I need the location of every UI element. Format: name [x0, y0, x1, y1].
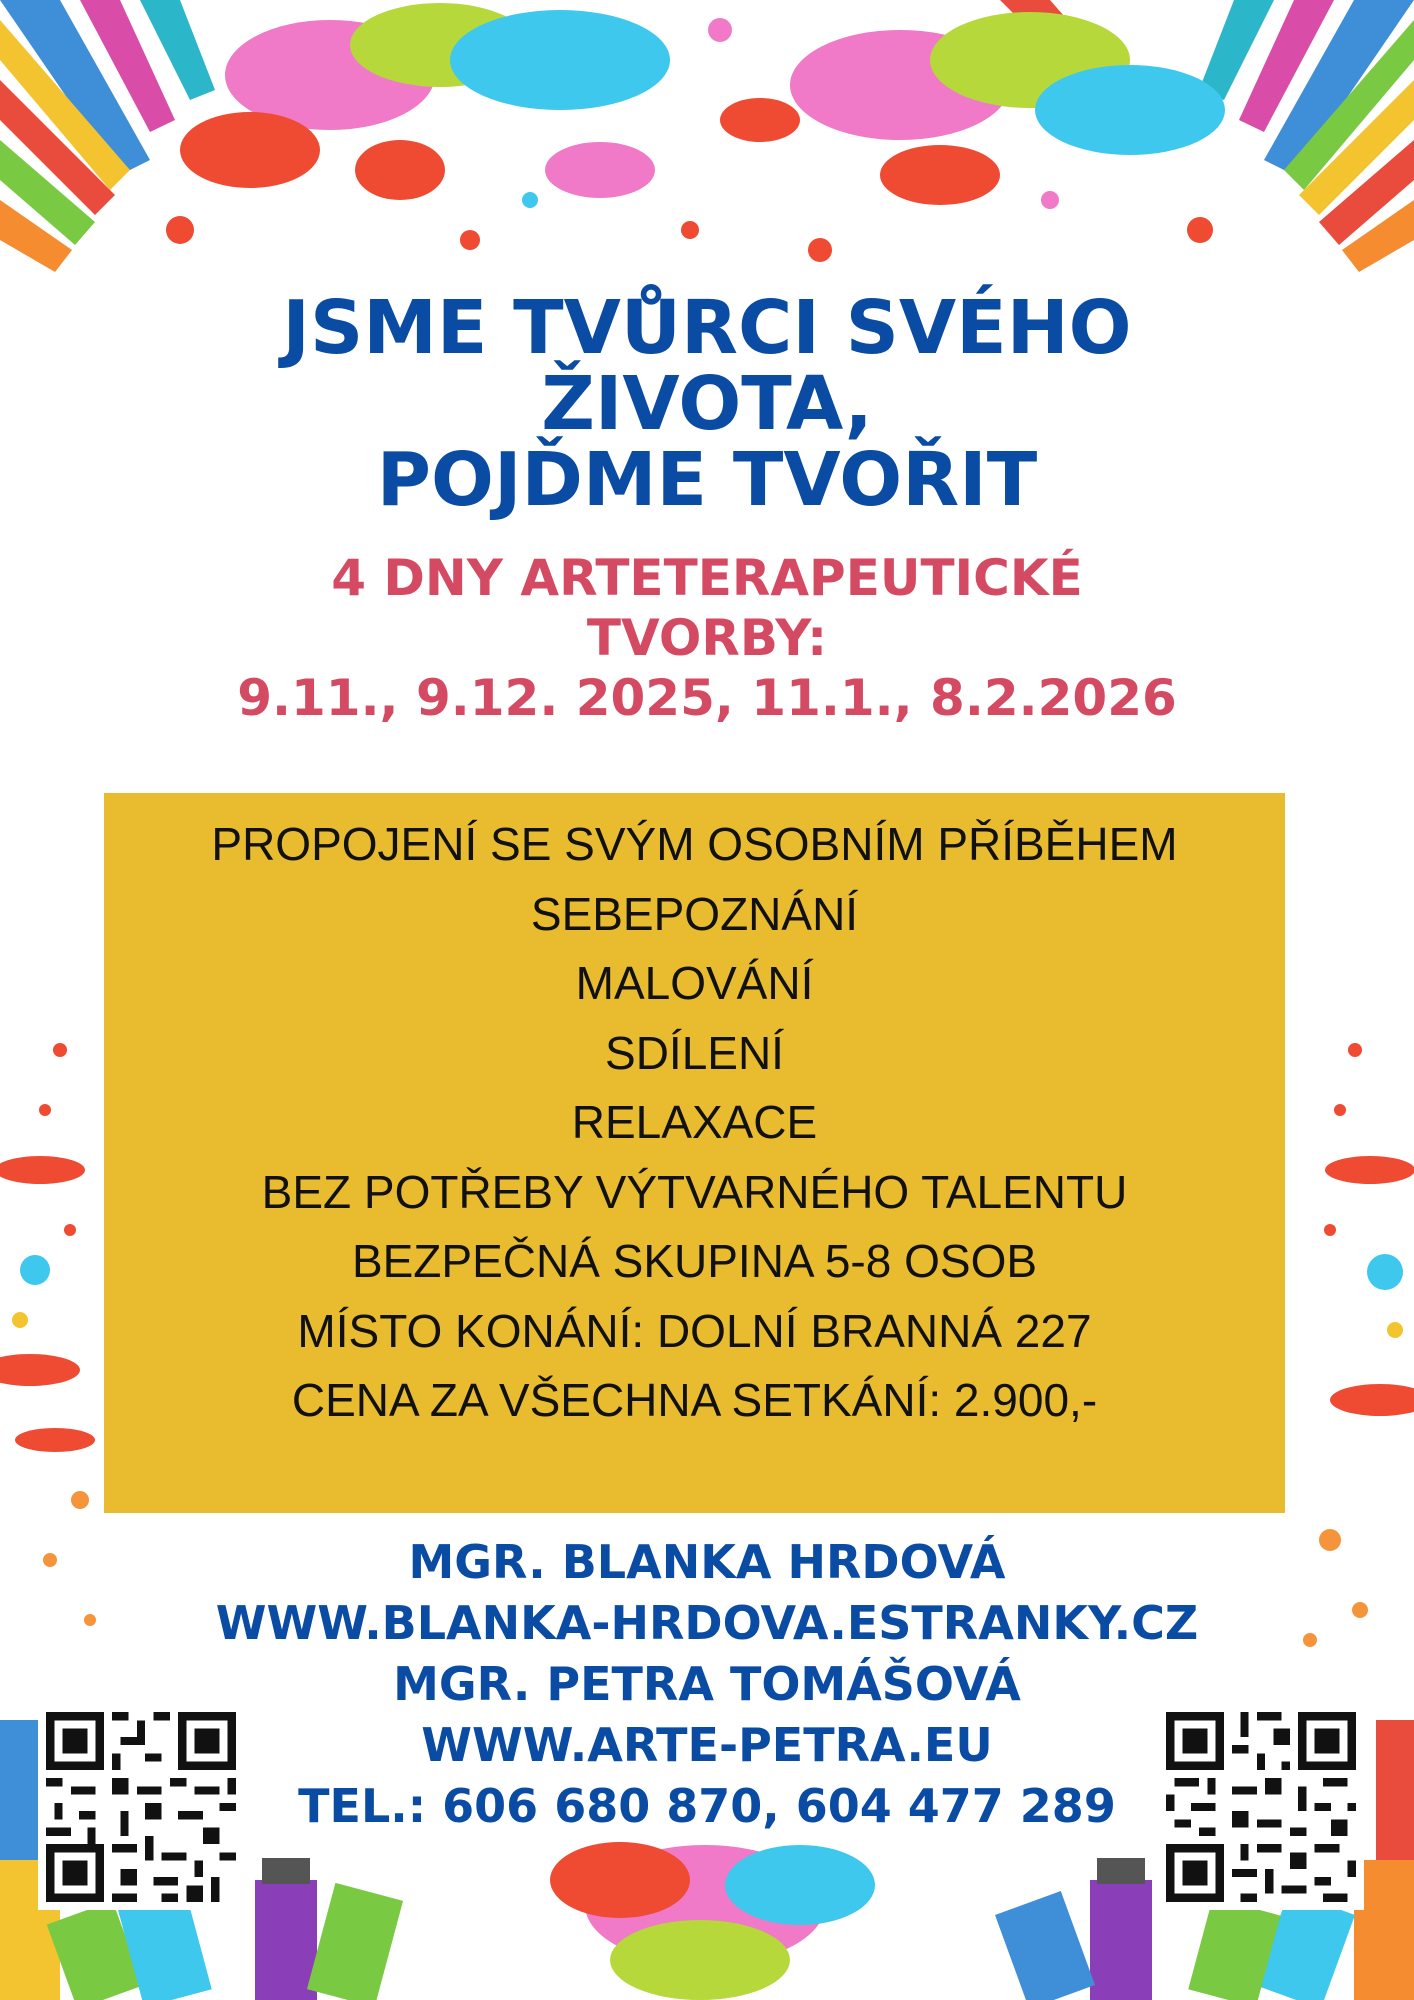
qr-code-right — [1158, 1704, 1364, 1910]
page-title — [0, 285, 1414, 523]
features-box — [104, 793, 1285, 1513]
event-subtitle — [0, 548, 1414, 728]
features-list — [104, 793, 1285, 1436]
feature-item: SEBEPOZNÁNÍ — [530, 887, 859, 940]
subtitle-line-2: TVORBY: — [586, 609, 828, 667]
feature-item: BEZPEČNÁ SKUPINA 5-8 OSOB — [351, 1235, 1038, 1287]
top-paint-splash — [0, 0, 1414, 276]
title-line-3: POJĎME TVOŘIT — [376, 437, 1038, 523]
contact-website-2[interactable]: WWW.ARTE-PETRA.EU — [421, 1718, 993, 1772]
contact-website-1[interactable]: WWW.BLANKA-HRDOVA.ESTRANKY.CZ — [215, 1596, 1199, 1650]
qr-code-left — [38, 1704, 244, 1910]
price-item: CENA ZA VŠECHNA SETKÁNÍ: 2.900,- — [291, 1374, 1098, 1426]
qr-code-icon — [1158, 1704, 1364, 1910]
venue-item: MÍSTO KONÁNÍ: DOLNÍ BRANNÁ 227 — [297, 1304, 1092, 1357]
event-dates: 9.11., 9.12. 2025, 11.1., 8.2.2026 — [237, 669, 1177, 727]
feature-item: MALOVÁNÍ — [575, 957, 814, 1009]
qr-code-icon — [38, 1704, 244, 1910]
contact-phone: TEL.: 606 680 870, 604 477 289 — [298, 1779, 1116, 1833]
subtitle-line-1: 4 DNY ARTETERAPEUTICKÉ — [331, 549, 1083, 607]
feature-item: RELAXACE — [571, 1096, 818, 1148]
feature-item: BEZ POTŘEBY VÝTVARNÉHO TALENTU — [261, 1165, 1128, 1218]
contact-name-2: MGR. PETRA TOMÁŠOVÁ — [393, 1657, 1021, 1711]
contact-name-1: MGR. BLANKA HRDOVÁ — [408, 1535, 1006, 1589]
title-line-2: ŽIVOTA, — [541, 361, 873, 447]
feature-item: PROPOJENÍ SE SVÝM OSOBNÍM PŘÍBĚHEM — [211, 818, 1178, 870]
feature-item: SDÍLENÍ — [605, 1026, 784, 1079]
title-line-1: JSME TVŮRCI SVÉHO — [282, 285, 1132, 371]
